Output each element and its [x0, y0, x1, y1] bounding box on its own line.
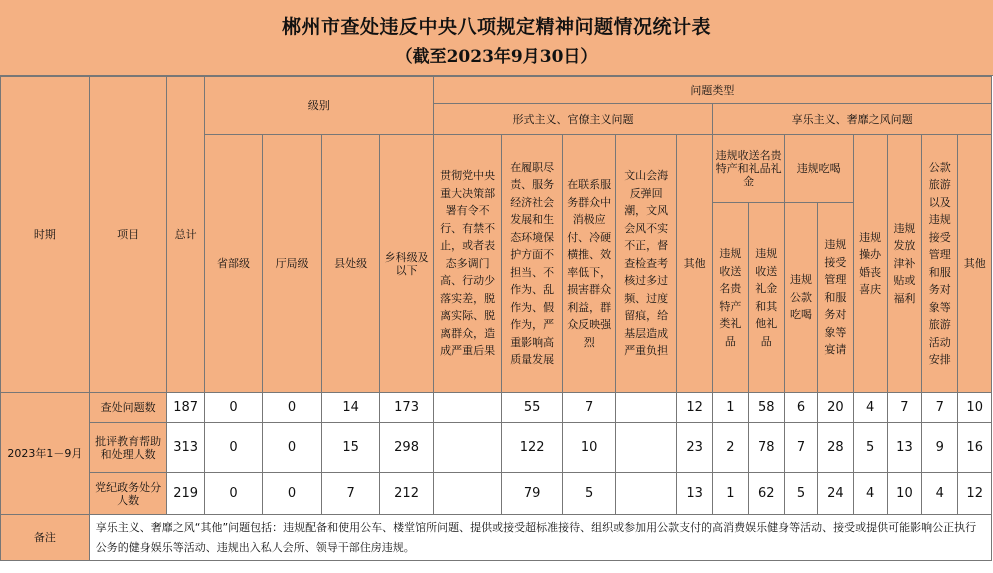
cell: 14	[321, 393, 380, 423]
header-item: 项目	[89, 77, 167, 393]
cell: 12	[676, 393, 712, 423]
cell: 7	[321, 473, 380, 515]
cell: 55	[502, 393, 563, 423]
header-hedonism-other: 其他	[958, 135, 992, 393]
cell: 5	[562, 473, 615, 515]
cell: 219	[167, 473, 204, 515]
cell: 24	[818, 473, 853, 515]
table-row	[1, 473, 992, 515]
cell: 7	[922, 393, 958, 423]
cell: 9	[922, 423, 958, 473]
cell: 7	[562, 393, 615, 423]
cell	[433, 473, 502, 515]
cell: 4	[922, 473, 958, 515]
statistics-table	[0, 76, 992, 561]
cell: 4	[853, 393, 887, 423]
cell	[616, 423, 677, 473]
cell: 13	[676, 473, 712, 515]
header-level-county: 县处级	[321, 135, 380, 393]
cell: 5	[853, 423, 887, 473]
header-problem-types: 问题类型	[433, 77, 991, 104]
header-formalism-other: 其他	[676, 135, 712, 393]
header-travel: 公款旅游以及违规接受管理和服务对象等旅游活动安排	[922, 135, 958, 393]
header-level-bureau: 厅局级	[263, 135, 322, 393]
cell: 298	[380, 423, 433, 473]
header-allowance: 违规发放津补贴或福利	[887, 135, 921, 393]
header-total: 总计	[167, 77, 204, 393]
cell: 0	[263, 393, 322, 423]
header-level-township: 乡科级及以下	[380, 135, 433, 393]
header-formalism-col-4: 文山会海反弹回潮，文风会风不实不正，督查检查考核过多过频、过度留痕，给基层造成严重负担	[616, 135, 677, 393]
header-level: 级别	[204, 77, 433, 135]
cell: 20	[818, 393, 853, 423]
header-gift-group: 违规收送名贵特产和礼品礼金	[713, 135, 785, 203]
cell: 0	[263, 473, 322, 515]
table-row	[1, 423, 992, 473]
cell	[616, 473, 677, 515]
cell: 10	[562, 423, 615, 473]
title-band	[0, 0, 993, 76]
header-dining-public: 违规公款吃喝	[784, 203, 817, 393]
cell: 187	[167, 393, 204, 423]
cell: 28	[818, 423, 853, 473]
cell: 16	[958, 423, 992, 473]
cell: 15	[321, 423, 380, 473]
period-cell: 2023年1－9月	[1, 393, 90, 515]
header-period: 时期	[1, 77, 90, 393]
cell: 173	[380, 393, 433, 423]
row-label: 党纪政务处分人数	[89, 473, 167, 515]
cell	[433, 423, 502, 473]
cell: 4	[853, 473, 887, 515]
cell: 13	[887, 423, 921, 473]
header-wedding-funeral: 违规操办婚丧喜庆	[853, 135, 887, 393]
cell: 2	[713, 423, 748, 473]
row-label: 查处问题数	[89, 393, 167, 423]
cell: 10	[887, 473, 921, 515]
cell: 79	[502, 473, 563, 515]
table-subtitle-date: （截至2023年9月30日）	[395, 47, 598, 67]
cell: 5	[784, 473, 817, 515]
cell	[616, 393, 677, 423]
cell: 23	[676, 423, 712, 473]
header-formalism-col-3: 在联系服务群众中消极应付、冷硬横推、效率低下，损害群众利益，群众反映强烈	[562, 135, 615, 393]
header-gift-money: 违规收送礼金和其他礼品	[748, 203, 784, 393]
cell: 0	[263, 423, 322, 473]
note-label: 备注	[1, 515, 90, 561]
header-dining-group: 违规吃喝	[784, 135, 853, 203]
cell: 10	[958, 393, 992, 423]
header-formalism-col-2: 在履职尽责、服务经济社会发展和生态环境保护方面不担当、不作为、乱作为、假作为，严重影响高质量发展	[502, 135, 563, 393]
cell: 58	[748, 393, 784, 423]
cell: 7	[784, 423, 817, 473]
header-dining-banquet: 违规接受管理和服务对象等宴请	[818, 203, 853, 393]
cell: 78	[748, 423, 784, 473]
cell: 0	[204, 393, 263, 423]
note-text: 享乐主义、奢靡之风“其他”问题包括：违规配备和使用公车、楼堂馆所问题、提供或接受超标准接待、组织或参加用公款支付的高消费娱乐健身等活动、接受或提供可能影响公正执行公务的健身娱乐等活动、违规出入私人会所、领导干部住房违规。	[89, 515, 991, 561]
header-formalism-col-1: 贯彻党中央重大决策部署有令不行、有禁不止，或者表态多调门高、行动少落实差，脱离实际、脱离群众，造成严重后果	[433, 135, 502, 393]
header-level-province: 省部级	[204, 135, 263, 393]
cell: 1	[713, 393, 748, 423]
table-row	[1, 393, 992, 423]
cell: 62	[748, 473, 784, 515]
cell: 313	[167, 423, 204, 473]
row-label: 批评教育帮助和处理人数	[89, 423, 167, 473]
table-title: 郴州市查处违反中央八项规定精神问题情况统计表	[281, 16, 711, 38]
header-formalism-group: 形式主义、官僚主义问题	[433, 104, 712, 135]
cell: 212	[380, 473, 433, 515]
cell: 7	[887, 393, 921, 423]
cell: 6	[784, 393, 817, 423]
cell: 1	[713, 473, 748, 515]
cell: 0	[204, 423, 263, 473]
cell: 122	[502, 423, 563, 473]
cell: 12	[958, 473, 992, 515]
header-gift-specialty: 违规收送名贵特产类礼品	[713, 203, 748, 393]
cell: 0	[204, 473, 263, 515]
cell	[433, 393, 502, 423]
header-hedonism-group: 享乐主义、奢靡之风问题	[713, 104, 992, 135]
